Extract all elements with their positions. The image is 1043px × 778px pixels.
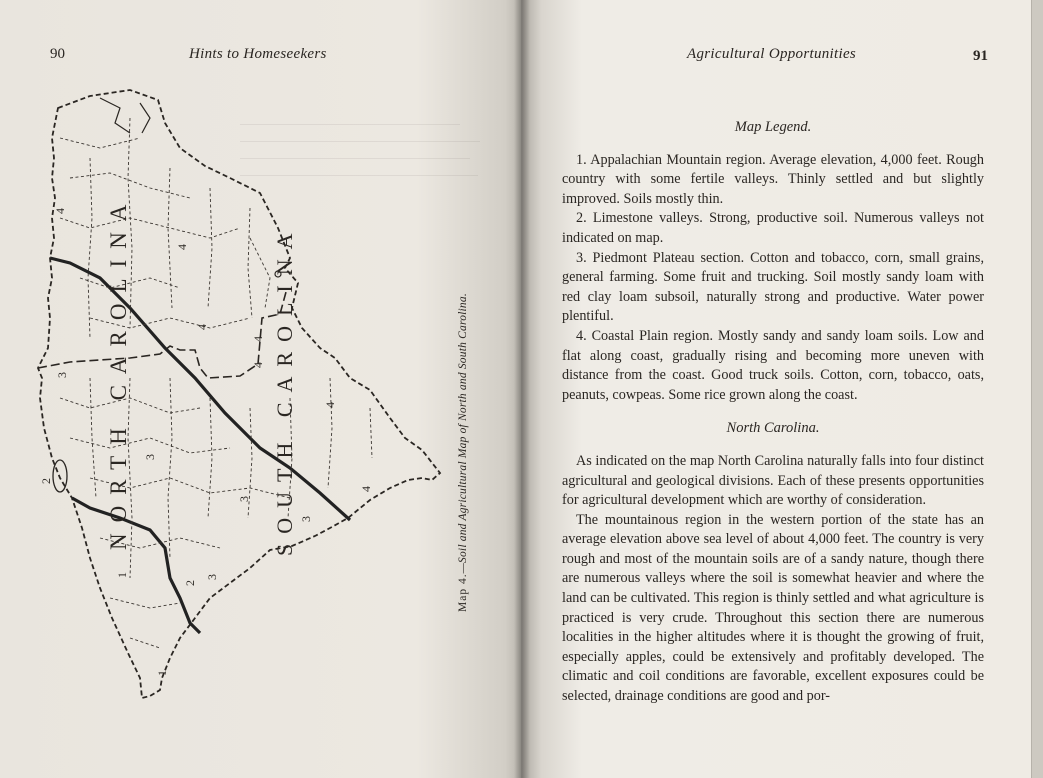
legend-title: Map Legend.	[734, 119, 812, 135]
legend-item: 2. Limestone valleys. Strong, productive soil. Numerous valleys not indicated on map.	[562, 210, 984, 246]
running-head-right: Agricultural Opportunities	[687, 46, 857, 62]
region-label-4: 4	[359, 486, 373, 492]
region-number-labels	[39, 208, 373, 676]
region-boundary	[50, 258, 350, 520]
map-caption-lead: Map 4.	[457, 573, 469, 612]
page-number-left: 90	[50, 46, 65, 62]
map-caption-text: —Soil and Agricultural Map of North and South Carolina.	[457, 293, 469, 574]
state-label-south-carolina: SOUTH CAROLINA	[272, 223, 297, 556]
state-label-north-carolina: NORTH CAROLINA	[106, 193, 131, 550]
legend-item: 3. Piedmont Plateau section. Cotton and tobacco, corn, small grains, general farming. Some fruit and trucking. Soil mostly sandy loam with red clay loam subsoil, naturally strong and productive. Water power plentiful.	[562, 249, 984, 325]
legend-item: 4. Coastal Plain region. Mostly sandy and sandy loam soils. Low and flat along coast, gradually rising and becoming more uneven with distance from the coast. Good truck soils. Cotton, corn, tobacco, oats, peanuts, cowpeas. Some rice grown along the coast.	[562, 327, 984, 403]
page-number-right: 91	[973, 48, 988, 64]
region-label-2: 2	[183, 580, 197, 586]
region-boundary	[72, 498, 200, 633]
region-label-4: 4	[175, 244, 189, 250]
left-page	[0, 0, 521, 778]
legend-item: 1. Appalachian Mountain region. Average elevation, 4,000 feet. Rough country with some fertile valleys. Thinly settled and but slightly improved. Soils mostly thin.	[562, 151, 984, 207]
state-boundary	[38, 292, 286, 378]
section-title: North Carolina.	[726, 420, 820, 437]
region-label-3: 3	[237, 496, 251, 502]
map-outline	[38, 90, 440, 698]
region-label-3: 3	[143, 454, 157, 460]
region-label-3: 3	[299, 516, 313, 522]
region-label-1: 1	[115, 572, 129, 578]
soil-agricultural-map	[30, 78, 450, 718]
body-paragraph: As indicated on the map North Carolina naturally falls into four distinct agricultural and geological divisions. Each of these presents opportunities for agricultural development which are worthy of consideration.	[562, 452, 984, 509]
region-label-4: 4	[251, 362, 265, 368]
region-label-4: 4	[251, 336, 265, 342]
region-label-4: 4	[323, 402, 337, 408]
region-label-3: 3	[55, 372, 69, 378]
body-paragraph: The mountainous region in the western portion of the state has an average elevation above sea level of about 4,000 feet. The country is very rough and most of the mountain soils are of a sandy nature, though there are numerous valleys where the soil is somewhat heavier and where the land can be cultivated. This region is thinly settled and what agriculture is practiced is very crude. Throughout this section there are numerous localities in the higher altitudes where it is thought the growing of fruit, especially apples, could be extensively and profitably developed. The climatic and coil conditions are favorable, excellent exposures could be selected, drainage conditions are good and por-	[562, 511, 984, 705]
running-head-left: Hints to Homeseekers	[189, 46, 327, 62]
region-label-1: 1	[155, 670, 169, 676]
region-label-3: 3	[205, 574, 219, 580]
region-label-4: 4	[195, 324, 209, 330]
map-caption	[457, 293, 469, 612]
page-edges	[1031, 0, 1043, 778]
region-label-2: 2	[39, 478, 53, 484]
right-page-text	[562, 118, 984, 707]
book-gutter	[514, 0, 530, 778]
region-label-4: 4	[53, 208, 67, 214]
